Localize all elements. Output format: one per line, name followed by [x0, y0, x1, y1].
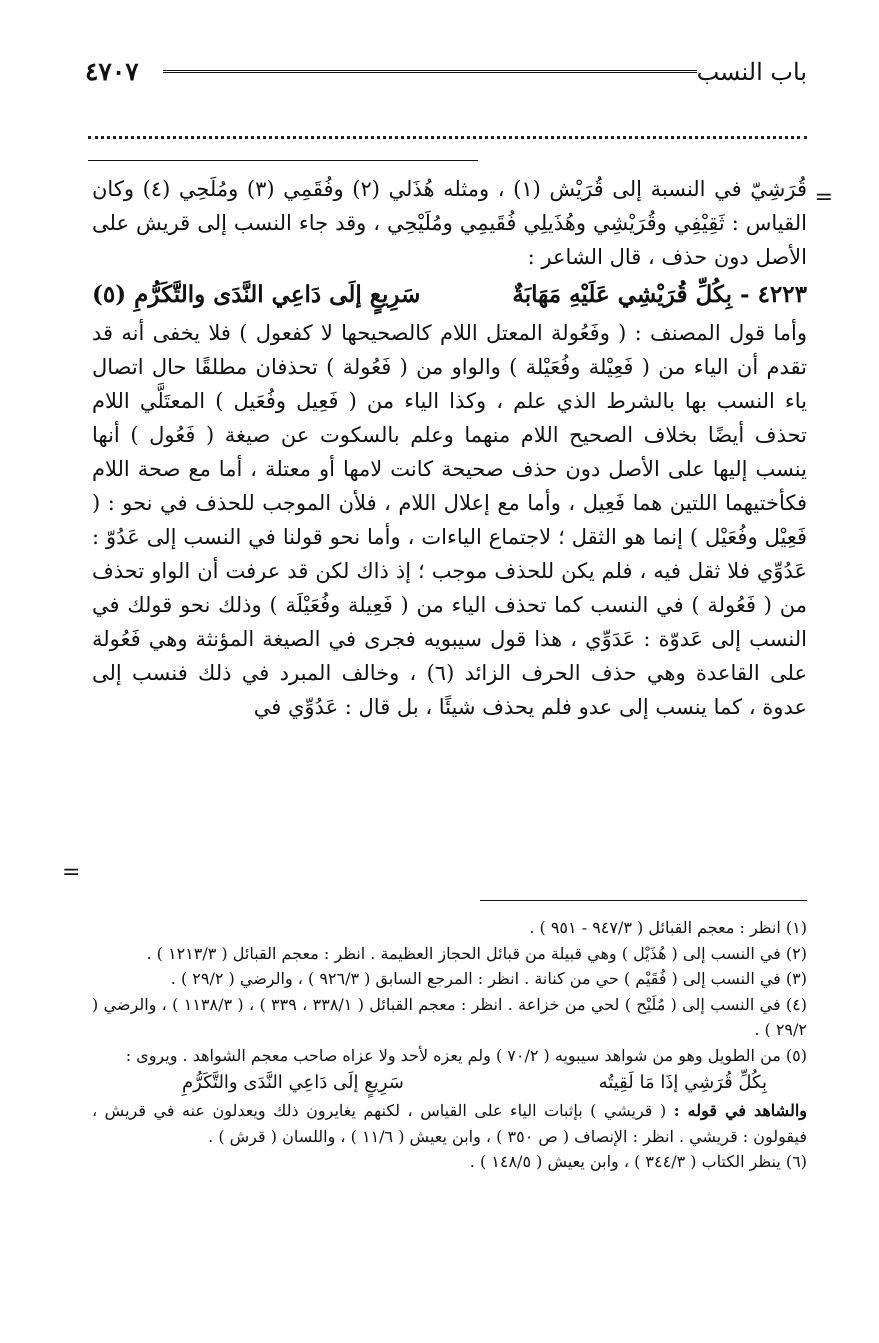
footnote-1: (١) انظر : معجم القبائل ( ٩٤٧/٣ - ٩٥١ ) . — [529, 918, 807, 937]
footnote-verse — [92, 1068, 807, 1098]
footnote-6: (٦) ينظر الكتاب ( ٣٤٤/٣ ) ، وابن يعيش ( ١٤٨/٥ ) . — [469, 1152, 807, 1171]
footnotes — [92, 915, 807, 1175]
continuation-mark-start: = — [814, 185, 833, 210]
verse-second-hemistich: سَرِيعٍ إلَى دَاعِي النَّدَى والتَّكَرُّمِ (٥) — [92, 281, 421, 308]
footnote-3: (٣) في النسب إلى ( فُقَيْم ) حي من كنانة . انظر : المرجع السابق ( ٩٢٦/٣ ) ، والرضي ( ٢٩/٢ ) . — [170, 969, 807, 988]
running-header — [85, 56, 807, 90]
footnote-2: (٢) في النسب إلى ( هُذَيْل ) وهي قبيلة من قبائل الحجاز العظيمة . انظر : معجم القبائل ( ١٢١٣/٣ ) . — [146, 943, 807, 963]
verse-first-hemistich: ٤٢٢٣ - بِكُلِّ قُرَيْشِي عَلَيْهِ مَهَابَةٌ — [512, 281, 807, 308]
dotted-separator — [88, 136, 807, 139]
footnote-rule — [480, 900, 807, 901]
footnote-verse-first: بِكُلِّ قُرَشِي إذَا مَا لَقِيتُه — [598, 1072, 767, 1093]
section-rule — [88, 160, 478, 161]
shahid-text: ( قريشي ) بإثبات الياء على القياس ، لكنهم يغايرون ذلك ويعدلون عنه في قريش ، فيقولون : قريشي . انظر : الإنصاف ( ص ٣٥٠ ) ، وابن يعيش ( ١١/٦ ) ، واللسان ( قرش ) . — [92, 1101, 807, 1146]
shahid-label: والشاهد في قوله : — [673, 1101, 808, 1120]
continuation-mark-end: = — [62, 860, 81, 885]
verse-4223 — [92, 276, 807, 314]
paragraph: وأما قول المصنف : ( وفَعُولة المعتل اللام كالصحيحها لا كفعول ) فلا يخفى أنه قد تقدم أن الياء من ( فَعِيْلة وفُعَيْلة ) والواو من ( فَعُولة ) تحذفان مطلقًا حال اتصال ياء النسب بها بالشرط الذي علم ، وكذا الياء من ( فَعِيل وفُعَيل ) المعتَلَّي اللام تحذف أيضًا بخلاف الصحيح اللام منهما وعلم بالسكوت عن صيغة ( فَعُول ) أنها ينسب إليها على الأصل دون حذف صحيحة كانت لامها أو معتلة ، أما مع صحة اللام فكأختيهما اللتين هما فَعِيل ، وأما مع إعلال اللام ، فلأن الموجب للحذف في نحو : ( فَعِيْل وفُعَيْل ) إنما هو الثقل ؛ لاجتماع الياءات ، وأما نحو قولنا في النسب إلى عَدُوّ : عَدُوِّي فلا ثقل فيه ، فلم يكن للحذف موجب ؛ إذ ذاك لكن قد عرفت أن الواو تحذف من ( فَعُولة ) في النسب كما تحذف الياء من ( فَعِيلة وفُعَيْلَة ) وذلك نحو قولك في النسب إلى عَدوّة : عَدَوِّي ، هذا قول سيبويه فجرى في الصيغة المؤنثة وهي فَعُولة على القاعدة وهي حذف الحرف الزائد (٦) ، وخالف المبرد في ذلك فنسب إلى عدوة ، كما ينسب إلى عدو فلم يحذف شيئًا ، بل قال : عَدُوِّي في — [92, 321, 807, 719]
footnote-5: (٥) من الطويل وهو من شواهد سيبويه ( ٧٠/٢ ) ولم يعزه لأحد ولا عزاه صاحب معجم الشواهد . ويروى : — [125, 1045, 807, 1065]
footnote-4: (٤) في النسب إلى ( مُلَيْح ) لحي من خزاعة . انظر : معجم القبائل ( ٣٣٨/١ ، ٣٣٩ ) ، ( ١١٣٨/٣ ) ، والرضي ( ٢٩/٢ ) . — [92, 994, 807, 1039]
main-text — [92, 172, 807, 724]
footnote-verse-second: سَرِيعٍ إلَى دَاعِي النَّدَى والتَّكَرُّمِ — [182, 1072, 404, 1093]
footnote-5-shahid — [92, 1098, 807, 1149]
header-rule — [163, 70, 697, 73]
paragraph: قُرَشِيّ في النسبة إلى قُرَيْش (١) ، ومثله هُذَلي (٢) وفُقَمِي (٣) ومُلَحِي (٤) وكان القياس : ثَقِيْفِي وقُرَيْشِي وهُذَيلِي فُقَيمِي ومُلَيْحِي ، وقد جاء النسب إلى قريش على الأصل دون حذف ، قال الشاعر : — [92, 177, 808, 269]
page-number: ٤٧٠٧ — [85, 57, 139, 86]
chapter-title: باب النسب — [696, 58, 807, 86]
